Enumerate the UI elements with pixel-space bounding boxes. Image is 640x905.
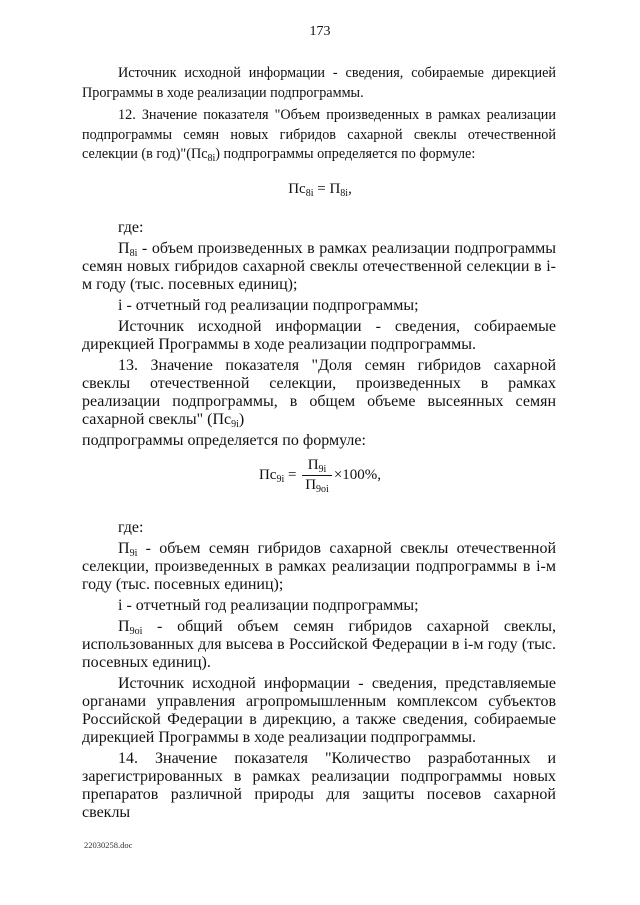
text-line: селекции, произведенных в рамках реализации подпрограммы в i-м году: [82, 558, 556, 593]
denominator-symbol: П: [305, 477, 317, 493]
symbol: Пс: [190, 146, 208, 163]
formula-rhs: П: [329, 181, 341, 197]
formula-tail: ×100%,: [333, 466, 382, 483]
text-line: ) подпрограммы определяется по формуле:: [215, 146, 476, 163]
text-line: - объем семян гибридов сахарной свеклы отечественной: [137, 540, 556, 557]
formula-2: [0, 457, 640, 494]
definitions-2: [82, 519, 556, 822]
text-line: селекции (в год)"(: [82, 146, 191, 163]
text-line: подпрограммы, в общем объеме высеянных семян сахарной свеклы" (: [82, 393, 557, 428]
text-line: Программы в ходе реализации подпрограммы.: [82, 84, 364, 101]
paragraph-indicator-12: [82, 106, 556, 165]
formula-1: [0, 181, 640, 198]
text-line: Российской Федерации в дирекцию, а также сведения, собираемые: [82, 711, 556, 728]
text-line: - общий объем семян гибридов сахарной свеклы,: [142, 618, 556, 635]
formula-lhs: Пс: [258, 466, 277, 483]
paragraph-source-1: [82, 64, 556, 103]
definition-p8i: [82, 240, 556, 294]
symbol-subscript: 9i: [231, 419, 239, 430]
formula-lhs-sub: 8i: [305, 188, 314, 199]
text-line: Источник исходной информации - сведения, представляемые: [118, 675, 556, 692]
text-line: 12. Значение показателя "Объем произведенных в рамках реализации: [118, 107, 556, 124]
text-line: 13. Значение показателя "Доля семян гибридов сахарной свеклы: [82, 357, 556, 392]
symbol-subscript: 8i: [129, 248, 138, 259]
symbol-subscript: 9oi: [129, 626, 143, 637]
symbol: П: [118, 540, 130, 557]
formula-lhs: Пс: [288, 181, 306, 197]
formula-lhs-sub: 9i: [276, 473, 285, 485]
symbol: П: [118, 618, 130, 635]
where-label: где:: [118, 219, 144, 236]
fraction-denominator: [302, 476, 332, 494]
paragraph-indicator-14: [82, 750, 556, 822]
formula-rhs-sub: 8i: [340, 188, 349, 199]
text-line: (тыс. посевных единиц);: [129, 276, 298, 293]
definitions-1: [82, 219, 556, 450]
text-line: (тыс. посевных единиц).: [82, 636, 556, 671]
numerator-symbol: П: [307, 457, 319, 473]
text-line: Источник исходной информации - сведения, собираемые дирекцией: [82, 318, 556, 353]
text-line: 14. Значение показателя "Количество разработанных: [118, 750, 531, 767]
text-line: подпрограммы семян новых гибридов сахарной свеклы отечественной: [82, 126, 556, 143]
text-line: препаратов различной природы для защиты посевов сахарной свеклы: [82, 786, 556, 821]
fraction-numerator: [302, 457, 332, 476]
definition-p9oi: [82, 618, 556, 672]
text-line: семян новых гибридов сахарной свеклы отечественной селекции в i-м году: [82, 258, 556, 293]
where-label: где:: [118, 519, 144, 536]
text-line: - объем произведенных в рамках реализации подпрограммы: [137, 240, 556, 257]
text-line: органами управления агропромышленным комплексом субъектов: [82, 693, 556, 710]
formula-eq: =: [313, 181, 330, 197]
denominator-sub: 9oi: [316, 484, 329, 495]
definition-i: i - отчетный год реализации подпрограммы;: [118, 597, 419, 614]
footer-filename: 22030258.doc: [84, 840, 133, 850]
paragraph-indicator-13: [82, 357, 556, 429]
formula-fraction: [302, 457, 332, 494]
formula-end: ,: [348, 181, 352, 197]
text-line: дирекцией Программы в ходе реализации подпрограммы.: [82, 729, 476, 746]
paragraph-source-3: [82, 675, 556, 747]
symbol-subscript: 8i: [207, 153, 216, 165]
text-line: ): [238, 411, 245, 428]
text-line: (тыс. посевных единиц);: [115, 576, 284, 593]
symbol: П: [118, 240, 130, 257]
definition-i: i - отчетный год реализации подпрограммы;: [118, 297, 419, 314]
document-body-top: [82, 64, 556, 165]
text-line: и зарегистрированных в рамках реализации подпрограммы новых: [82, 750, 557, 785]
definition-p9i: [82, 540, 556, 594]
text-line: отечественной селекции, произведенных в рамках реализации: [82, 375, 557, 410]
text-line: подпрограммы определяется по формуле:: [82, 432, 366, 449]
symbol-subscript: 9i: [129, 548, 138, 559]
paragraph-source-2: [82, 318, 556, 354]
text-line: использованных для высева в Российской Федерации в i-м году: [82, 636, 518, 653]
numerator-sub: 9i: [318, 464, 327, 475]
symbol: Пс: [212, 411, 232, 428]
text-line: Программы в ходе реализации подпрограммы.: [158, 336, 476, 353]
page-number: 173: [309, 24, 331, 39]
formula-eq: =: [284, 466, 301, 483]
text-line: Источник исходной информации - сведения, собираемые дирекцией: [118, 65, 556, 81]
